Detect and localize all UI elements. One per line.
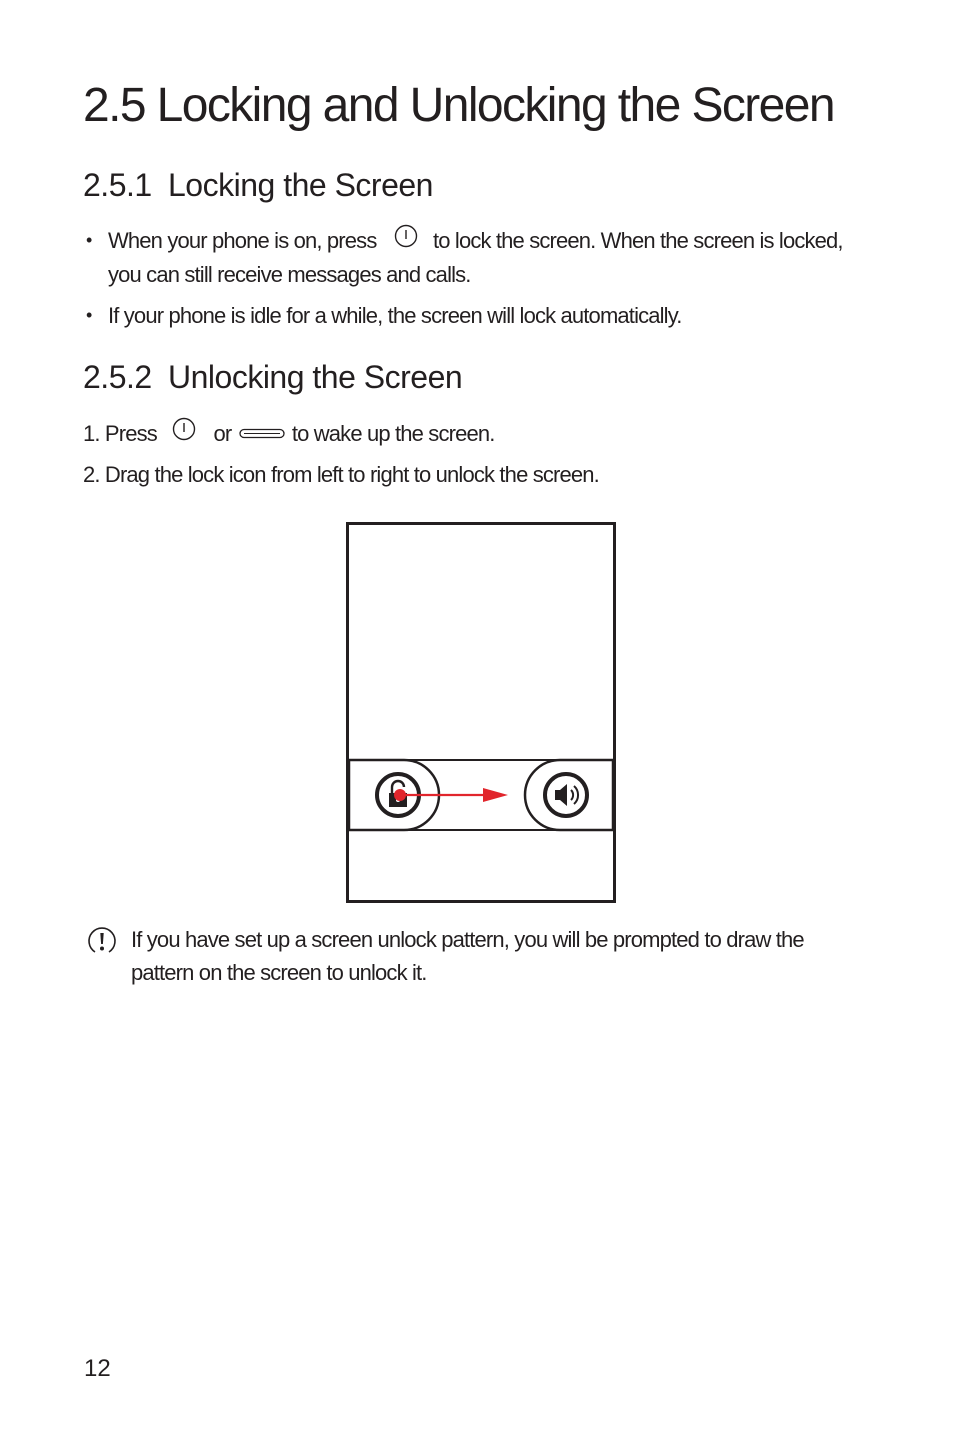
bullet-paragraph-lock [108, 224, 843, 259]
bullet-paragraph-idle: If your phone is idle for a while, the screen will lock automatically. [108, 303, 682, 328]
bullet-text: to lock the screen. When the screen is locked, [433, 228, 843, 253]
section-title: Locking the Screen [168, 167, 433, 203]
page-number: 12 [84, 1355, 111, 1382]
step-2: 2. Drag the lock icon from left to right to unlock the screen. [83, 462, 599, 487]
speaker-icon[interactable] [545, 774, 587, 816]
power-button-icon [172, 417, 196, 450]
bullet-mark: • [86, 230, 93, 250]
menu-key-icon [239, 416, 285, 449]
bullet-text: When your phone is on, press [108, 228, 377, 253]
step-text: to wake up the screen. [291, 421, 495, 446]
lock-screen-illustration [346, 522, 618, 910]
note-text-line2: pattern on the screen to unlock it. [131, 960, 427, 985]
section-number: 2.5.2 [83, 359, 152, 395]
step-text: 1. Press [83, 421, 157, 446]
step-text: or [213, 421, 232, 446]
section-2-5-2-heading [83, 358, 462, 396]
bullet-mark: • [86, 305, 93, 325]
section-number: 2.5.1 [83, 167, 152, 203]
page-title: 2.5 Locking and Unlocking the Screen [83, 79, 834, 132]
section-title: Unlocking the Screen [168, 359, 463, 395]
step-1 [83, 417, 495, 452]
note-exclamation-icon [86, 927, 118, 960]
bullet-text-line2: you can still receive messages and calls. [108, 262, 471, 287]
power-button-icon [394, 224, 418, 257]
section-2-5-1-heading [83, 166, 433, 204]
note-text-line1: If you have set up a screen unlock pattern, you will be prompted to draw the [131, 927, 804, 952]
